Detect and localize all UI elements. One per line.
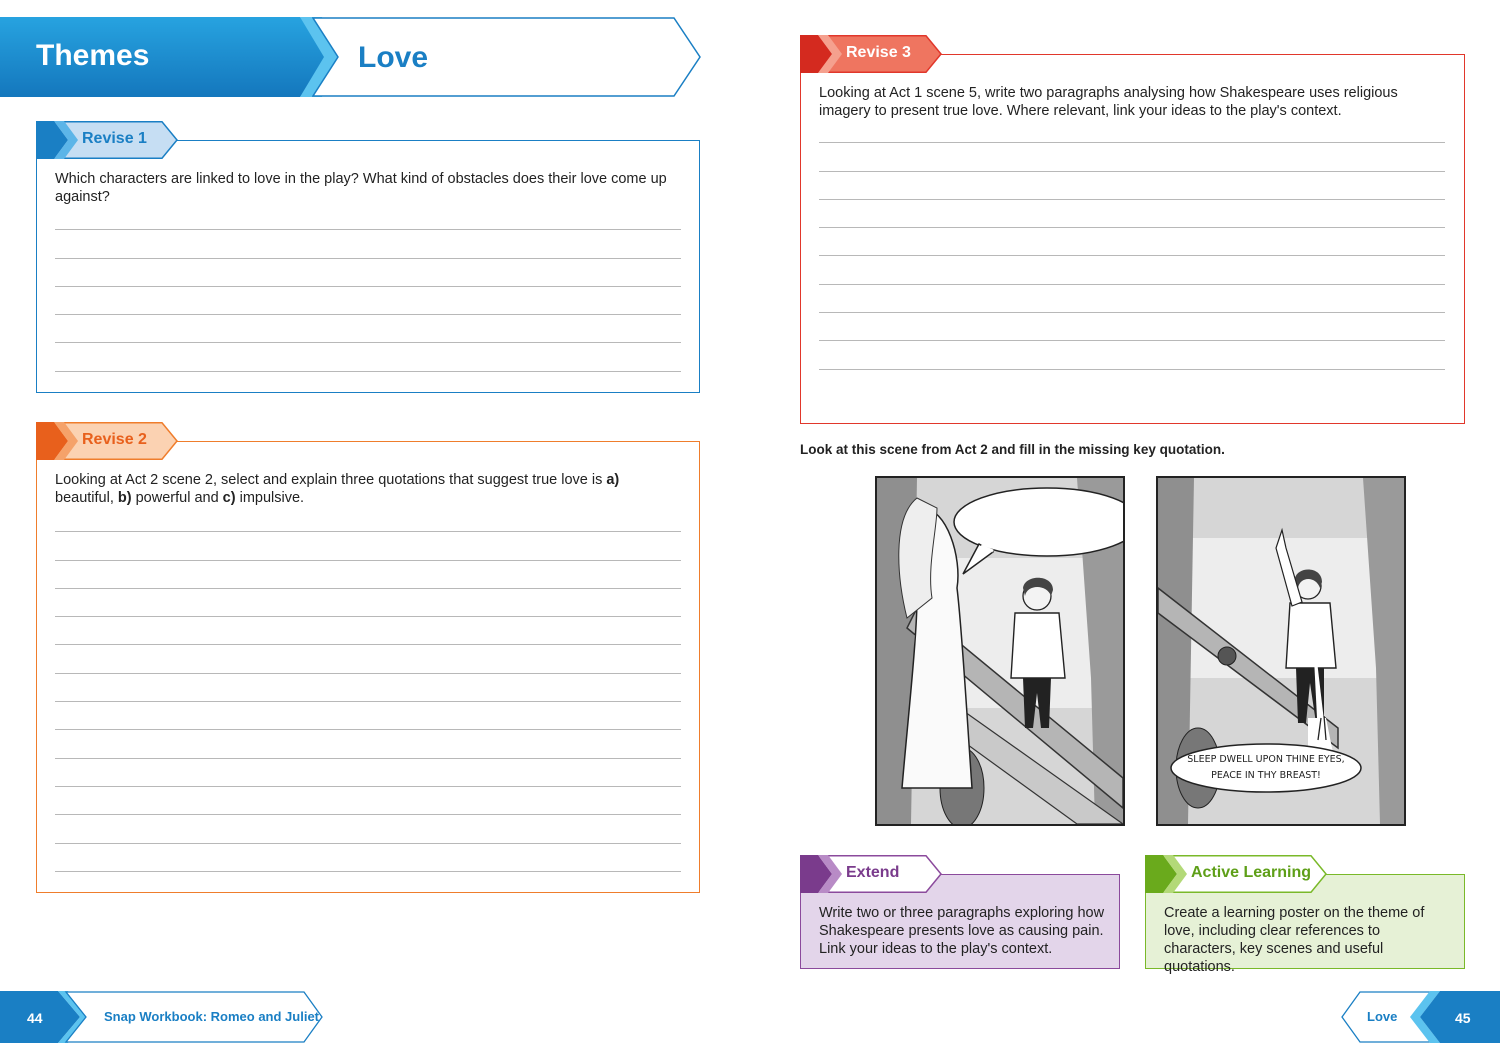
comic-instruction: Look at this scene from Act 2 and fill in the missing key quotation. <box>800 442 1225 457</box>
revise3-tab <box>800 35 945 73</box>
revise1-label: Revise 1 <box>82 130 147 147</box>
revise3-box <box>800 54 1465 424</box>
option-c: c) <box>222 490 236 506</box>
option-b: b) <box>117 490 132 506</box>
footer-right-shape <box>1340 991 1500 1043</box>
revise3-prompt: Looking at Act 1 scene 5, write two paragraphs analysing how Shakespeare uses religious imagery to present true love. Where relevant, link your ideas to the play's context. <box>819 85 1398 119</box>
option-a-text: beautiful, <box>55 490 114 506</box>
revise2-label: Revise 2 <box>82 431 147 448</box>
active-learning-label: Active Learning <box>1191 864 1312 881</box>
revise1-box <box>36 140 700 393</box>
revise1-tab <box>36 121 181 159</box>
bubble-line-2: PEACE IN THY BREAST! <box>1211 770 1321 781</box>
bubble-line-1: SLEEP DWELL UPON THINE EYES, <box>1187 754 1345 765</box>
comic-panel-1 <box>875 476 1125 826</box>
revise1-prompt: Which characters are linked to love in the play? What kind of obstacles does their love come up against? <box>55 171 667 205</box>
footer-left <box>0 991 330 1043</box>
book-title: Snap Workbook: Romeo and Juliet <box>104 1009 320 1024</box>
option-c-text: impulsive. <box>235 490 305 506</box>
revise3-answer-lines[interactable] <box>819 115 1445 370</box>
topic-footer-title: Love <box>1367 1009 1398 1024</box>
section-header <box>0 17 340 97</box>
option-b-text: powerful and <box>131 490 223 506</box>
active-learning-tab <box>1145 855 1330 893</box>
comic-panel-1-illustration <box>877 478 1123 824</box>
page-number-right: 45 <box>1455 1010 1471 1026</box>
active-learning-text: Create a learning poster on the theme of love, including clear references to characters, key scenes and useful quotations. <box>1164 905 1425 975</box>
section-title: Themes <box>36 39 150 72</box>
revise1-answer-lines[interactable] <box>55 202 681 372</box>
topic-title: Love <box>358 41 429 74</box>
page-number-left: 44 <box>27 1010 43 1026</box>
revise3-label: Revise 3 <box>846 44 911 61</box>
topic-header <box>312 17 704 97</box>
option-a: a) <box>606 472 620 488</box>
revise2-prompt-text: Looking at Act 2 scene 2, select and explain three quotations that suggest true love is <box>55 472 607 488</box>
comic-panel-2 <box>1156 476 1406 826</box>
revise2-answer-lines[interactable] <box>55 504 681 872</box>
revise2-box <box>36 441 700 893</box>
extend-text: Write two or three paragraphs exploring how Shakespeare presents love as causing pain. Link your ideas to the play's context. <box>819 905 1105 957</box>
comic-speech-bubble-text <box>1158 752 1374 784</box>
revise2-tab <box>36 422 181 460</box>
footer-right <box>1340 991 1500 1043</box>
extend-tab <box>800 855 945 893</box>
revise2-prompt <box>55 471 681 507</box>
extend-label: Extend <box>846 864 900 881</box>
